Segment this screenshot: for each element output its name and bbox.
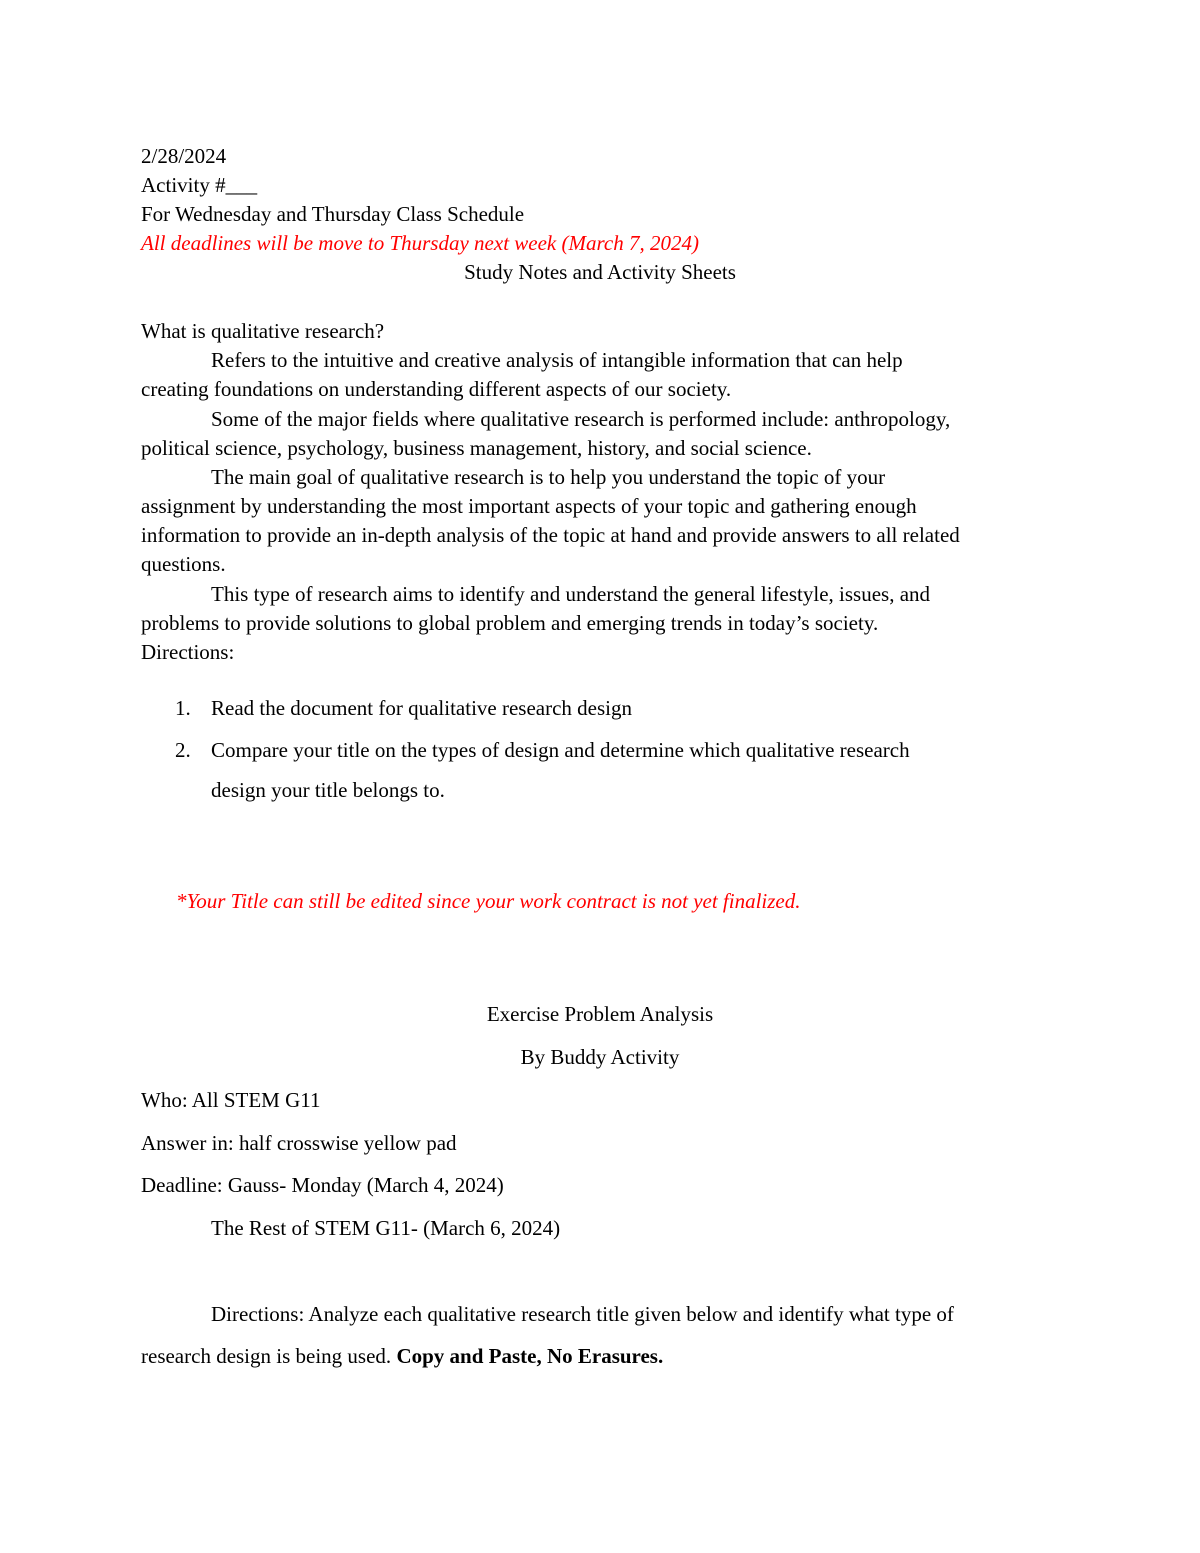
title-edit-note: *Your Title can still be edited since your work contract is not yet finalized.	[176, 889, 801, 913]
exercise-instructions-emphasis: Copy and Paste, No Erasures.	[396, 1344, 664, 1368]
exercise-title: Exercise Problem Analysis	[486, 1002, 714, 1026]
exercise-deadline-rest: The Rest of STEM G11- (March 6, 2024)	[211, 1216, 561, 1240]
exercise-instructions-text: research design is being used.	[141, 1344, 397, 1368]
exercise-answer-in: Answer in: half crosswise yellow pad	[141, 1131, 457, 1155]
paragraph-3-line-3: information to provide an in-depth analysis of the topic at hand and provide answers to all related	[141, 523, 960, 547]
exercise-instructions-line-2	[141, 1342, 663, 1371]
paragraph-3-line-1: The main goal of qualitative research is to help you understand the topic of your	[211, 465, 886, 489]
paragraph-1-line-1: Refers to the intuitive and creative analysis of intangible information that can help	[211, 348, 903, 372]
document-title: Study Notes and Activity Sheets	[464, 260, 736, 284]
list-item-text-continued: design your title belongs to.	[211, 778, 445, 802]
list-item-text: Compare your title on the types of design and determine which qualitative research	[211, 738, 910, 762]
exercise-instructions-line-1: Directions: Analyze each qualitative research title given below and identify what type of	[211, 1302, 954, 1326]
exercise-who: Who: All STEM G11	[141, 1088, 321, 1112]
exercise-subtitle: By Buddy Activity	[520, 1045, 680, 1069]
exercise-deadline: Deadline: Gauss- Monday (March 4, 2024)	[141, 1173, 504, 1197]
class-schedule: For Wednesday and Thursday Class Schedule	[141, 202, 525, 226]
list-number: 1.	[175, 696, 191, 720]
paragraph-1-line-2: creating foundations on understanding different aspects of our society.	[141, 377, 732, 401]
paragraph-3-line-2: assignment by understanding the most important aspects of your topic and gathering enough	[141, 494, 917, 518]
paragraph-2-line-2: political science, psychology, business management, history, and social science.	[141, 436, 812, 460]
list-number: 2.	[175, 738, 191, 762]
activity-number: Activity #___	[141, 173, 258, 197]
list-item-text: Read the document for qualitative research design	[211, 696, 633, 720]
question-heading: What is qualitative research?	[141, 319, 385, 343]
deadline-notice: All deadlines will be move to Thursday next week (March 7, 2024)	[141, 231, 699, 255]
paragraph-3-line-4: questions.	[141, 552, 226, 576]
date: 2/28/2024	[141, 144, 227, 168]
directions-label: Directions:	[141, 640, 235, 664]
paragraph-4-line-2: problems to provide solutions to global problem and emerging trends in today’s society.	[141, 611, 879, 635]
paragraph-4-line-1: This type of research aims to identify and understand the general lifestyle, issues, and	[211, 582, 931, 606]
paragraph-2-line-1: Some of the major fields where qualitative research is performed include: anthropology,	[211, 407, 951, 431]
